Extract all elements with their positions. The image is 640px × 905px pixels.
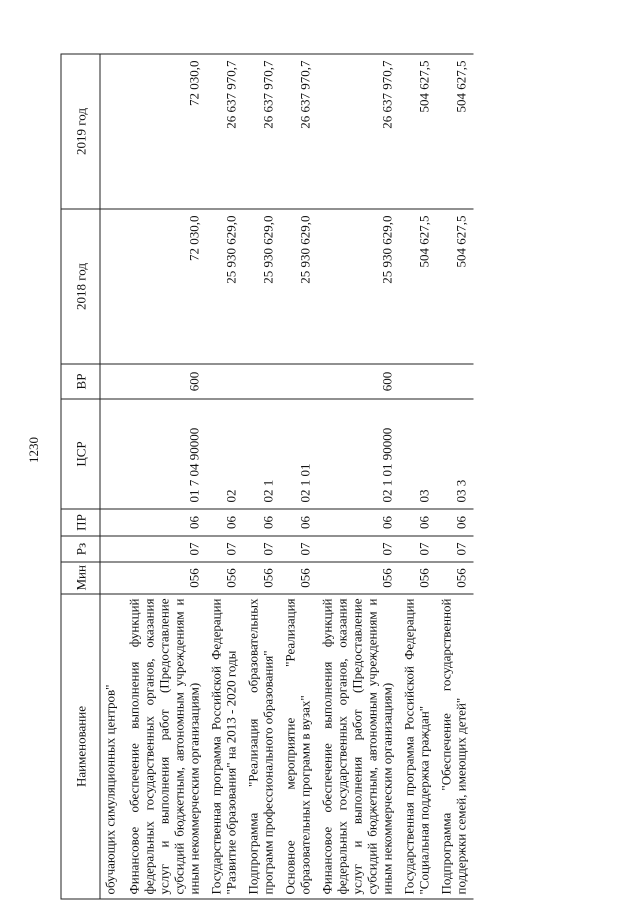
row-min: 056 [244, 562, 281, 594]
row-vr [281, 364, 318, 399]
row-name: Подпрограмма "Реализация образовательных программ профессионального образования" [244, 594, 281, 899]
table-row [244, 54, 281, 899]
row-pr: 06 [400, 509, 437, 536]
header-2019: 2019 год [61, 54, 100, 209]
row-pr: 06 [281, 509, 318, 536]
header-min: Мин [61, 562, 100, 594]
row-vr [244, 364, 281, 399]
row-2018: 25 930 629,0 [244, 209, 281, 364]
row-name: обучающих симуляционных центров" [100, 594, 125, 899]
row-2018: 72 030,0 [125, 209, 207, 364]
row-csr [100, 399, 125, 509]
row-2019: 504 627,5 [400, 54, 437, 209]
row-csr: 01 7 04 90000 [125, 399, 207, 509]
row-rz: 07 [125, 536, 207, 562]
row-min: 056 [207, 562, 244, 594]
table-row [437, 54, 474, 899]
row-min: 056 [125, 562, 207, 594]
row-vr: 600 [318, 364, 400, 399]
row-pr: 06 [437, 509, 474, 536]
row-name: Подпрограмма "Обеспечение государственной поддержки семей, имеющих детей" [437, 594, 474, 899]
row-pr: 06 [207, 509, 244, 536]
row-rz: 07 [318, 536, 400, 562]
row-min: 056 [437, 562, 474, 594]
row-min: 056 [400, 562, 437, 594]
table-header-row [61, 54, 100, 899]
row-csr: 02 [207, 399, 244, 509]
row-2018: 25 930 629,0 [318, 209, 400, 364]
row-2019 [100, 54, 125, 209]
row-2018: 504 627,5 [437, 209, 474, 364]
row-vr: 600 [125, 364, 207, 399]
row-name: Государственная программа Российской Федерации "Развитие образования" на 2013 - 2020 годы [207, 594, 244, 899]
row-2019: 26 637 970,7 [207, 54, 244, 209]
header-rz: Рз [61, 536, 100, 562]
row-rz [100, 536, 125, 562]
row-csr: 03 [400, 399, 437, 509]
rotated-page [61, 55, 571, 900]
row-vr [400, 364, 437, 399]
header-name: Наименование [61, 594, 100, 899]
budget-table [61, 54, 474, 900]
row-min: 056 [281, 562, 318, 594]
row-name: Финансовое обеспечение выполнения функций федеральных государственных органов, оказания услуг и выполнения работ (Предоставление субсидий бюджетным, автономным учреждениям и иным некоммерческим организациям) [125, 594, 207, 899]
row-2018: 25 930 629,0 [281, 209, 318, 364]
row-2019: 26 637 970,7 [318, 54, 400, 209]
row-min [100, 562, 125, 594]
table-row [207, 54, 244, 899]
table-row [100, 54, 125, 899]
row-csr: 02 1 01 [281, 399, 318, 509]
row-min: 056 [318, 562, 400, 594]
table-row [318, 54, 400, 899]
row-rz: 07 [281, 536, 318, 562]
header-vr: ВР [61, 364, 100, 399]
row-rz: 07 [400, 536, 437, 562]
row-vr [207, 364, 244, 399]
header-csr: ЦСР [61, 399, 100, 509]
table-row [125, 54, 207, 899]
row-rz: 07 [437, 536, 474, 562]
row-2018: 25 930 629,0 [207, 209, 244, 364]
row-pr: 06 [244, 509, 281, 536]
row-2018 [100, 209, 125, 364]
row-pr: 06 [125, 509, 207, 536]
row-rz: 07 [244, 536, 281, 562]
table-row [400, 54, 437, 899]
header-2018: 2018 год [61, 209, 100, 364]
row-2019: 72 030,0 [125, 54, 207, 209]
row-csr: 03 3 [437, 399, 474, 509]
row-2018: 504 627,5 [400, 209, 437, 364]
row-csr: 02 1 [244, 399, 281, 509]
row-2019: 504 627,5 [437, 54, 474, 209]
row-pr: 06 [318, 509, 400, 536]
row-name: Государственная программа Российской Федерации "Социальная поддержка граждан" [400, 594, 437, 899]
page-number: 1230 [26, 437, 41, 463]
row-rz: 07 [207, 536, 244, 562]
row-name: Финансовое обеспечение выполнения функций федеральных государственных органов, оказания услуг и выполнения работ (Предоставление субсидий бюджетным, автономным учреждениям и иным некоммерческим организациям) [318, 594, 400, 899]
row-name: Основное мероприятие "Реализация образовательных программ в вузах" [281, 594, 318, 899]
row-vr [437, 364, 474, 399]
header-pr: ПР [61, 509, 100, 536]
row-vr [100, 364, 125, 399]
row-2019: 26 637 970,7 [244, 54, 281, 209]
row-pr [100, 509, 125, 536]
row-csr: 02 1 01 90000 [318, 399, 400, 509]
row-2019: 26 637 970,7 [281, 54, 318, 209]
table-row [281, 54, 318, 899]
